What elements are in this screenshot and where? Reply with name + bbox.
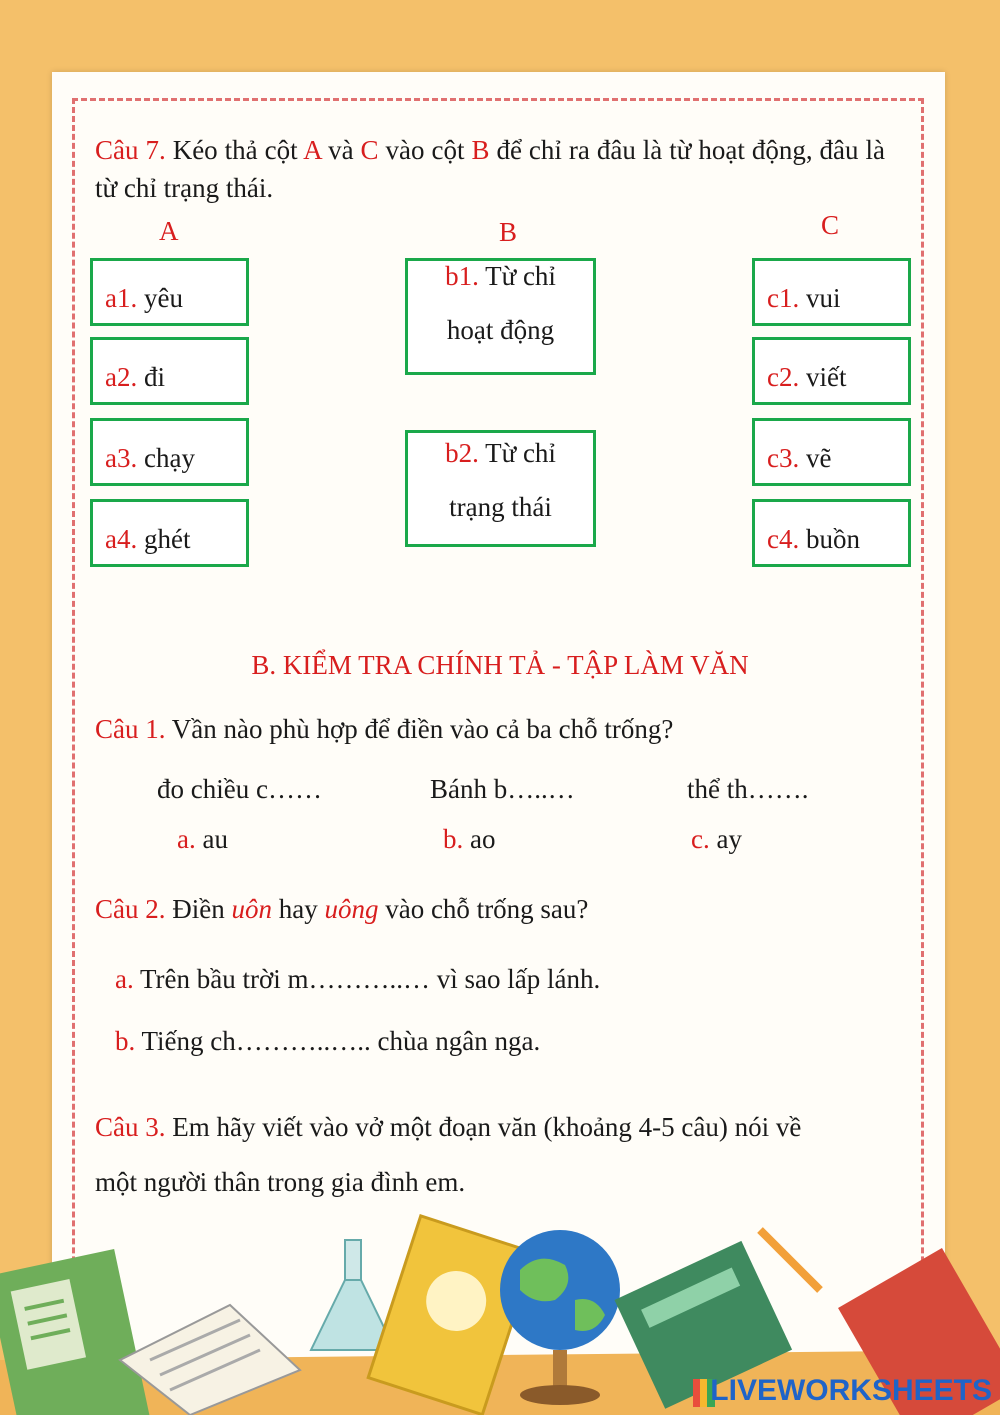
q1-blank-2: Bánh b…..…: [430, 774, 575, 804]
q1-question: Câu 1. Vần nào phù hợp để điền vào cả ba chỗ trống?: [95, 714, 674, 744]
q1-option-a[interactable]: a. au: [177, 824, 228, 854]
q1-option-c[interactable]: c. ay: [691, 824, 742, 854]
drop-target-b2[interactable]: b2. Từ chỉ trạng thái: [405, 430, 596, 547]
column-b-header: B: [499, 217, 518, 247]
q2-item-b[interactable]: b. Tiếng ch………..….. chùa ngân nga.: [115, 1026, 541, 1056]
q3-question-line1: Câu 3. Em hãy viết vào vở một đoạn văn (khoảng 4-5 câu) nói về: [95, 1112, 802, 1142]
drag-item-a3[interactable]: a3. chạy: [90, 418, 249, 486]
q3-question-line2: một người thân trong gia đình em.: [95, 1167, 466, 1197]
q1-blank-3: thể th…….: [687, 774, 809, 804]
column-c-header: C: [821, 210, 840, 240]
drag-item-a1[interactable]: a1. yêu: [90, 258, 249, 326]
drag-item-c3[interactable]: c3. vẽ: [752, 418, 911, 486]
drag-item-c1[interactable]: c1. vui: [752, 258, 911, 326]
drag-item-a4[interactable]: a4. ghét: [90, 499, 249, 567]
drag-item-a2[interactable]: a2. đi: [90, 337, 249, 405]
section-b-heading: B. KIỂM TRA CHÍNH TẢ - TẬP LÀM VĂN: [251, 650, 749, 680]
drag-item-c4[interactable]: c4. buồn: [752, 499, 911, 567]
q2-question: Câu 2. Điền uôn hay uông vào chỗ trống sau?: [95, 894, 589, 924]
liveworksheets-logo[interactable]: LIVEWORKSHEETS: [710, 1374, 992, 1407]
q7-instruction: Câu 7. Kéo thả cột A và C vào cột B để chỉ ra đâu là từ hoạt động, đâu là từ chỉ trạng thái.: [95, 135, 885, 203]
q2-item-a[interactable]: a. Trên bầu trời m………..… vì sao lấp lánh.: [115, 964, 601, 994]
drag-item-c2[interactable]: c2. viết: [752, 337, 911, 405]
column-a-header: A: [159, 216, 179, 246]
q1-option-b[interactable]: b. ao: [443, 824, 496, 854]
q1-blank-1: đo chiều c……: [157, 774, 322, 804]
drop-target-b1[interactable]: b1. Từ chỉ hoạt động: [405, 258, 596, 375]
